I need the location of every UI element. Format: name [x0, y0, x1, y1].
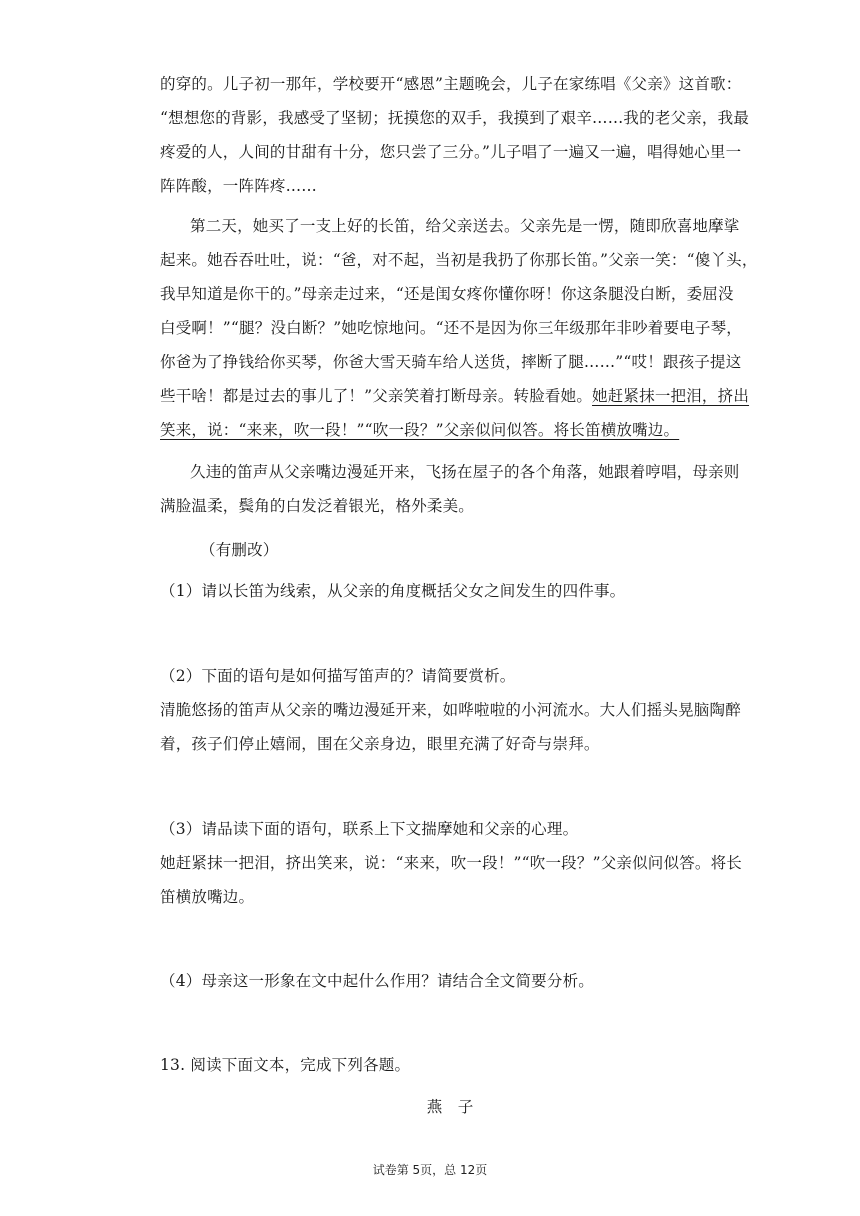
passage-line: 满脸温柔，鬓角的白发泛着银光，格外柔美。 — [160, 497, 475, 515]
passage-line: 第二天，她买了一支上好的长笛，给父亲送去。父亲先是一愣，随即欣喜地摩挲 — [190, 217, 740, 235]
quoted-text: 她赶紧抹一把泪，挤出笑来，说：“来来，吹一段！”“吹一段？”父亲似问似答。将长 — [160, 854, 742, 872]
question-2: （2）下面的语句是如何描写笛声的？请简要赏析。 — [160, 667, 516, 685]
page-footer: 试卷第 5页，总 12页 — [372, 1163, 488, 1177]
question-4: （4）母亲这一形象在文中起什么作用？请结合全文简要分析。 — [160, 972, 594, 990]
quoted-text: 清脆悠扬的笛声从父亲的嘴边漫延开来，如哗啦啦的小河流水。大人们摇头晃脑陶醉 — [160, 701, 741, 719]
passage-line-mixed — [160, 386, 749, 406]
passage-text: 些干啥！都是过去的事儿了！”父亲笑着打断母亲。转脸看她。 — [160, 387, 593, 405]
underlined-sentence: 她赶紧抹一把泪，挤出 — [592, 387, 750, 405]
question-1: （1）请以长笛为线索，从父亲的角度概括父女之间发生的四件事。 — [160, 582, 626, 600]
underlined-sentence: 笑来，说：“来来，吹一段！”“吹一段？”父亲似问似答。将长笛横放嘴边。 — [160, 421, 680, 439]
passage-line: 阵阵酸，一阵阵疼…… — [160, 177, 318, 195]
passage-line: 我早知道是你干的。”母亲走过来，“还是闺女疼你懂你呀！你这条腿没白断，委屈没 — [160, 285, 734, 303]
item-13-heading: 13. 阅读下面文本，完成下列各题。 — [160, 1056, 411, 1074]
passage-line: 白受啊！”“腿？没白断？”她吃惊地问。“还不是因为你三年级那年非吵着要电子琴， — [160, 319, 742, 337]
passage-line: 久违的笛声从父亲嘴边漫延开来，飞扬在屋子的各个角落，她跟着哼唱，母亲则 — [190, 463, 740, 481]
quoted-text: 笛横放嘴边。 — [160, 888, 255, 906]
passage-line: 起来。她吞吞吐吐，说：“爸，对不起，当初是我扔了你那长笛。”父亲一笑：“傻丫头， — [160, 251, 758, 269]
passage-line: “想想您的背影，我感受了坚韧；抚摸您的双手，我摸到了艰辛……我的老父亲，我最 — [160, 109, 750, 127]
passage-line: 疼爱的人，人间的甘甜有十分，您只尝了三分。”儿子唱了一遍又一遍，唱得她心里一 — [160, 143, 742, 161]
edit-note: （有删改） — [200, 541, 279, 559]
passage-line: 的穿的。儿子初一那年，学校要开“感恩”主题晚会，儿子在家练唱《父亲》这首歌： — [160, 75, 742, 93]
question-3: （3）请品读下面的语句，联系上下文揣摩她和父亲的心理。 — [160, 820, 579, 838]
quoted-text: 着，孩子们停止嬉闹，围在父亲身边，眼里充满了好奇与崇拜。 — [160, 735, 600, 753]
passage-line: 你爸为了挣钱给你买琴，你爸大雪天骑车给人送货，摔断了腿……”“哎！跟孩子提这 — [160, 353, 742, 371]
essay-title: 燕 子 — [426, 1098, 474, 1116]
